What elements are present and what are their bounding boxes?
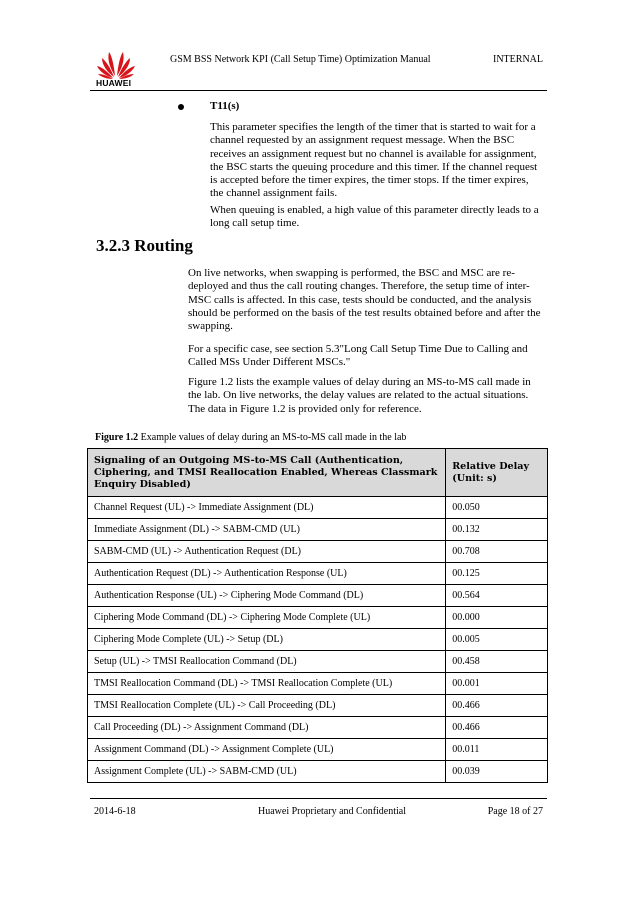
- delay-cell: 00.466: [446, 695, 548, 717]
- section-heading: 3.2.3 Routing: [96, 236, 193, 255]
- signaling-cell: Ciphering Mode Command (DL) -> Ciphering Mode Complete (UL): [88, 607, 446, 629]
- delay-cell: 00.466: [446, 717, 548, 739]
- figure-caption: [95, 432, 406, 443]
- signaling-cell: Assignment Command (DL) -> Assignment Complete (UL): [88, 739, 446, 761]
- table-header-row: [88, 449, 548, 497]
- signaling-cell: SABM-CMD (UL) -> Authentication Request (DL): [88, 541, 446, 563]
- table-row: [88, 651, 548, 673]
- brand-name: HUAWEI: [96, 78, 132, 88]
- signaling-cell: Authentication Request (DL) -> Authentication Response (UL): [88, 563, 446, 585]
- column-header-delay: Relative Delay (Unit: s): [446, 449, 548, 497]
- footer-date: 2014-6-18: [94, 806, 136, 817]
- table-row: [88, 541, 548, 563]
- delay-cell: 00.458: [446, 651, 548, 673]
- figure-caption-text: Example values of delay during an MS-to-MS call made in the lab: [140, 432, 407, 443]
- signaling-cell: Channel Request (UL) -> Immediate Assignment (DL): [88, 497, 446, 519]
- table-row: [88, 673, 548, 695]
- signaling-cell: Assignment Complete (UL) -> SABM-CMD (UL): [88, 761, 446, 783]
- delay-cell: 00.005: [446, 629, 548, 651]
- delay-cell: 00.039: [446, 761, 548, 783]
- table-row: [88, 695, 548, 717]
- table-row: [88, 717, 548, 739]
- section-paragraph: Figure 1.2 lists the example values of delay during an MS-to-MS call made in the lab. On live networks, the delay values are related to the actual situations. The data in Figure 1.2 is provided only for reference.: [188, 376, 531, 415]
- signaling-cell: TMSI Reallocation Command (DL) -> TMSI Reallocation Complete (UL): [88, 673, 446, 695]
- delay-cell: 00.708: [446, 541, 548, 563]
- footer-page-number: Page 18 of 27: [487, 806, 543, 817]
- delay-table: [87, 448, 548, 783]
- table-row: [88, 519, 548, 541]
- table-row: [88, 585, 548, 607]
- section-paragraph: For a specific case, see section 5.3"Long Call Setup Time Due to Calling and Called MSs Under Different MSCs.": [188, 343, 528, 369]
- page-header: [90, 44, 547, 91]
- table-row: [88, 761, 548, 783]
- footer-confidential: Huawei Proprietary and Confidential: [258, 806, 407, 817]
- table-row: [88, 497, 548, 519]
- signaling-cell: Immediate Assignment (DL) -> SABM-CMD (UL): [88, 519, 446, 541]
- delay-cell: 00.000: [446, 607, 548, 629]
- bullet-dot-icon: [178, 104, 184, 110]
- table-row: [88, 607, 548, 629]
- figure-label: Figure 1.2: [95, 432, 139, 443]
- delay-cell: 00.050: [446, 497, 548, 519]
- delay-cell: 00.132: [446, 519, 548, 541]
- parameter-name: T11(s): [210, 100, 240, 112]
- signaling-cell: TMSI Reallocation Complete (UL) -> Call Proceeding (DL): [88, 695, 446, 717]
- page-footer: [90, 798, 547, 823]
- document-title: GSM BSS Network KPI (Call Setup Time) Optimization Manual: [170, 54, 431, 65]
- signaling-cell: Authentication Response (UL) -> Ciphering Mode Command (DL): [88, 585, 446, 607]
- signaling-cell: Setup (UL) -> TMSI Reallocation Command (DL): [88, 651, 446, 673]
- delay-cell: 00.011: [446, 739, 548, 761]
- delay-cell: 00.001: [446, 673, 548, 695]
- parameter-description: This parameter specifies the length of the timer that is started to wait for a channel requested by an assignment request message. When the BSC receives an assignment request but no channel is available for assignment, the BSC starts the queuing procedure and this timer. If the channel request is accepted before the timer expires, the timer stops. If the timer expires, the channel assignment fails.: [210, 121, 538, 200]
- table-row: [88, 739, 548, 761]
- table-row: [88, 563, 548, 585]
- section-paragraph: On live networks, when swapping is performed, the BSC and MSC are re-deployed and thus the call routing changes. Therefore, the setup time of inter-MSC calls is affected. In this case, tests should be conducted, and the analysis should be performed on the basis of the test results obtained before and after the swapping.: [188, 267, 541, 333]
- classification-label: INTERNAL: [493, 54, 543, 65]
- delay-cell: 00.564: [446, 585, 548, 607]
- table-row: [88, 629, 548, 651]
- signaling-cell: Ciphering Mode Complete (UL) -> Setup (DL): [88, 629, 446, 651]
- parameter-note: When queuing is enabled, a high value of this parameter directly leads to a long call setup time.: [210, 204, 539, 230]
- column-header-signaling: Signaling of an Outgoing MS-to-MS Call (Authentication, Ciphering, and TMSI Reallocation Enabled, Whereas Classmark Enquiry Disabled): [88, 449, 446, 497]
- delay-cell: 00.125: [446, 563, 548, 585]
- signaling-cell: Call Proceeding (DL) -> Assignment Command (DL): [88, 717, 446, 739]
